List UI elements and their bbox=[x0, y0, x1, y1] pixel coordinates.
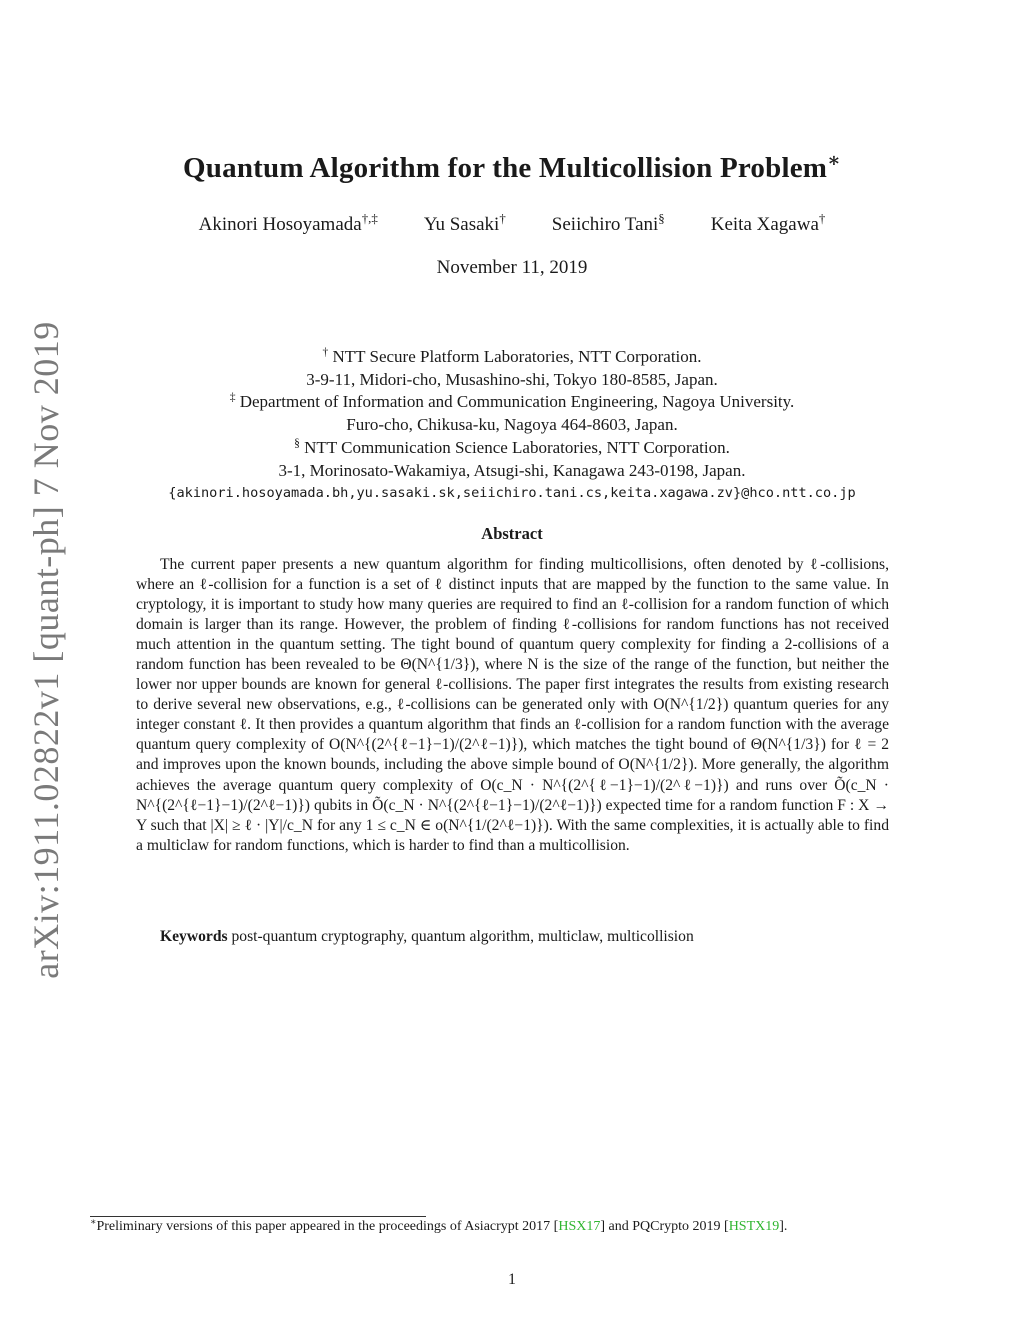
author bbox=[423, 210, 506, 236]
author-name: Keita Xagawa bbox=[710, 214, 819, 235]
abstract-sentence: With the same complexities, it is actually able to find a multiclaw for random functions, which is harder to find than a multicollision. bbox=[136, 816, 889, 854]
affiliation-address: 3-9-11, Midori-cho, Musashino-shi, Tokyo 180-8585, Japan. bbox=[306, 369, 718, 389]
affiliation-address: Furo-cho, Chikusa-ku, Nagoya 464-8603, Japan. bbox=[346, 415, 678, 435]
author-name: Akinori Hosoyamada bbox=[198, 214, 362, 235]
author-mark: †,‡ bbox=[361, 210, 378, 226]
author bbox=[551, 210, 665, 236]
title-text: Quantum Algorithm for the Multicollision Problem bbox=[183, 152, 828, 184]
paper-title bbox=[0, 149, 1024, 185]
author-mark: † bbox=[499, 210, 506, 226]
citation-link-hsx17[interactable]: HSX17 bbox=[558, 1219, 601, 1234]
affiliation-text: Department of Information and Communication Engineering, Nagoya University. bbox=[239, 392, 795, 412]
citation-link-hstx19[interactable]: HSTX19 bbox=[728, 1219, 780, 1234]
abstract-heading: Abstract bbox=[481, 524, 543, 543]
abstract-body bbox=[136, 555, 889, 856]
affiliation-text: NTT Secure Platform Laboratories, NTT Corporation. bbox=[332, 347, 702, 366]
affiliation-address: 3-1, Morinosato-Wakamiya, Atsugi-shi, Kanagawa 243-0198, Japan. bbox=[278, 460, 746, 480]
footnote bbox=[90, 1219, 940, 1235]
affiliation-mark: ‡ bbox=[229, 390, 236, 404]
footnote-text: Preliminary versions of this paper appeared in the proceedings of Asiacrypt 2017 [ bbox=[96, 1219, 559, 1234]
affiliation-mark: § bbox=[294, 436, 300, 450]
abstract-sentence: It then provides a quantum algorithm that finds an ℓ-collision for a random function with the average quantum query complexity of O(N^{(2^{ℓ−1}−1)/(2^ℓ−1)}), which matches the tight bound of Θ(N^{1/3}) for ℓ = 2 and improves upon the known bounds, including the above simple bound of O(N^{1/2}). bbox=[136, 716, 890, 774]
author-mark: † bbox=[818, 210, 826, 226]
affiliations bbox=[0, 346, 1024, 505]
author bbox=[198, 210, 378, 236]
publication-date: November 11, 2019 bbox=[436, 257, 588, 278]
affiliation-mark: † bbox=[322, 345, 329, 359]
footnote-divider bbox=[90, 1216, 426, 1217]
author-name: Yu Sasaki bbox=[423, 214, 500, 235]
keywords-list: post-quantum cryptography, quantum algorithm, multiclaw, multicollision bbox=[231, 928, 694, 945]
abstract-sentence: The current paper presents a new quantum algorithm for finding multicollisions, often denoted by ℓ-collisions, where an ℓ-collision for a function is a set of ℓ distinct inputs that are mapped by the function to the same value. bbox=[136, 556, 889, 594]
abstract-sentence: However, the problem of finding ℓ-collisions for random functions has not received much attention in the quantum setting. bbox=[136, 616, 889, 654]
affiliation-text: NTT Communication Science Laboratories, NTT Corporation. bbox=[304, 437, 730, 457]
footnote-text: ] and PQCrypto 2019 [ bbox=[600, 1219, 729, 1234]
abstract-sentence: More generally, the algorithm achieves the average quantum query complexity of O(c_N · N^{(2^{ℓ−1}−1)/(2^ℓ−1)}) and runs over Õ(c_N · N^{(2^{ℓ−1}−1)/(2^ℓ−1)}) qubits in Õ(c_N · N^{(2^{ℓ−1}−1)/(2^ℓ−1)}) expected time for a random function F : X → Y such that |X| ≥ ℓ · |Y|/c_N for any 1 ≤ c_N ∈ o(N^{1/(2^ℓ−1)}). bbox=[136, 756, 889, 834]
arxiv-identifier: arXiv:1911.02822v1 [quant-ph] 7 Nov 2019 bbox=[26, 321, 66, 979]
footnote-text: ]. bbox=[779, 1219, 788, 1234]
author-list bbox=[0, 210, 1024, 236]
author-name: Seiichiro Tani bbox=[551, 214, 659, 235]
author-mark: § bbox=[658, 210, 665, 226]
affiliation-name bbox=[0, 437, 1024, 460]
keywords-label: Keywords bbox=[160, 928, 228, 945]
page-number: 1 bbox=[508, 1271, 516, 1288]
author-emails: {akinori.hosoyamada.bh,yu.sasaki.sk,seiichiro.tani.cs,keita.xagawa.zv}@hco.ntt.co.jp bbox=[168, 485, 856, 502]
title-footnote-mark: ∗ bbox=[827, 149, 841, 172]
affiliation-name bbox=[0, 391, 1024, 414]
abstract-sentence: The paper first integrates the results from existing research to derive several new observations, e.g., ℓ-collisions can be generated only with O(N^{1/2}) quantum queries for any integer constant ℓ. bbox=[136, 676, 890, 734]
affiliation-name bbox=[0, 346, 1024, 369]
footnote-mark: ∗ bbox=[90, 1217, 97, 1228]
abstract-sentence: The tight bound of quantum query complexity for finding a 2-collisions of a random function has been revealed to be Θ(N^{1/3}), where N is the size of the range of the function, but neither the lower nor upper bounds are known for general ℓ-collisions. bbox=[136, 636, 889, 694]
author bbox=[710, 210, 826, 236]
abstract-sentence: In cryptology, it is important to study how many queries are required to find an ℓ-collision for a random function of which domain is larger than its range. bbox=[136, 576, 889, 634]
keywords bbox=[136, 928, 889, 946]
